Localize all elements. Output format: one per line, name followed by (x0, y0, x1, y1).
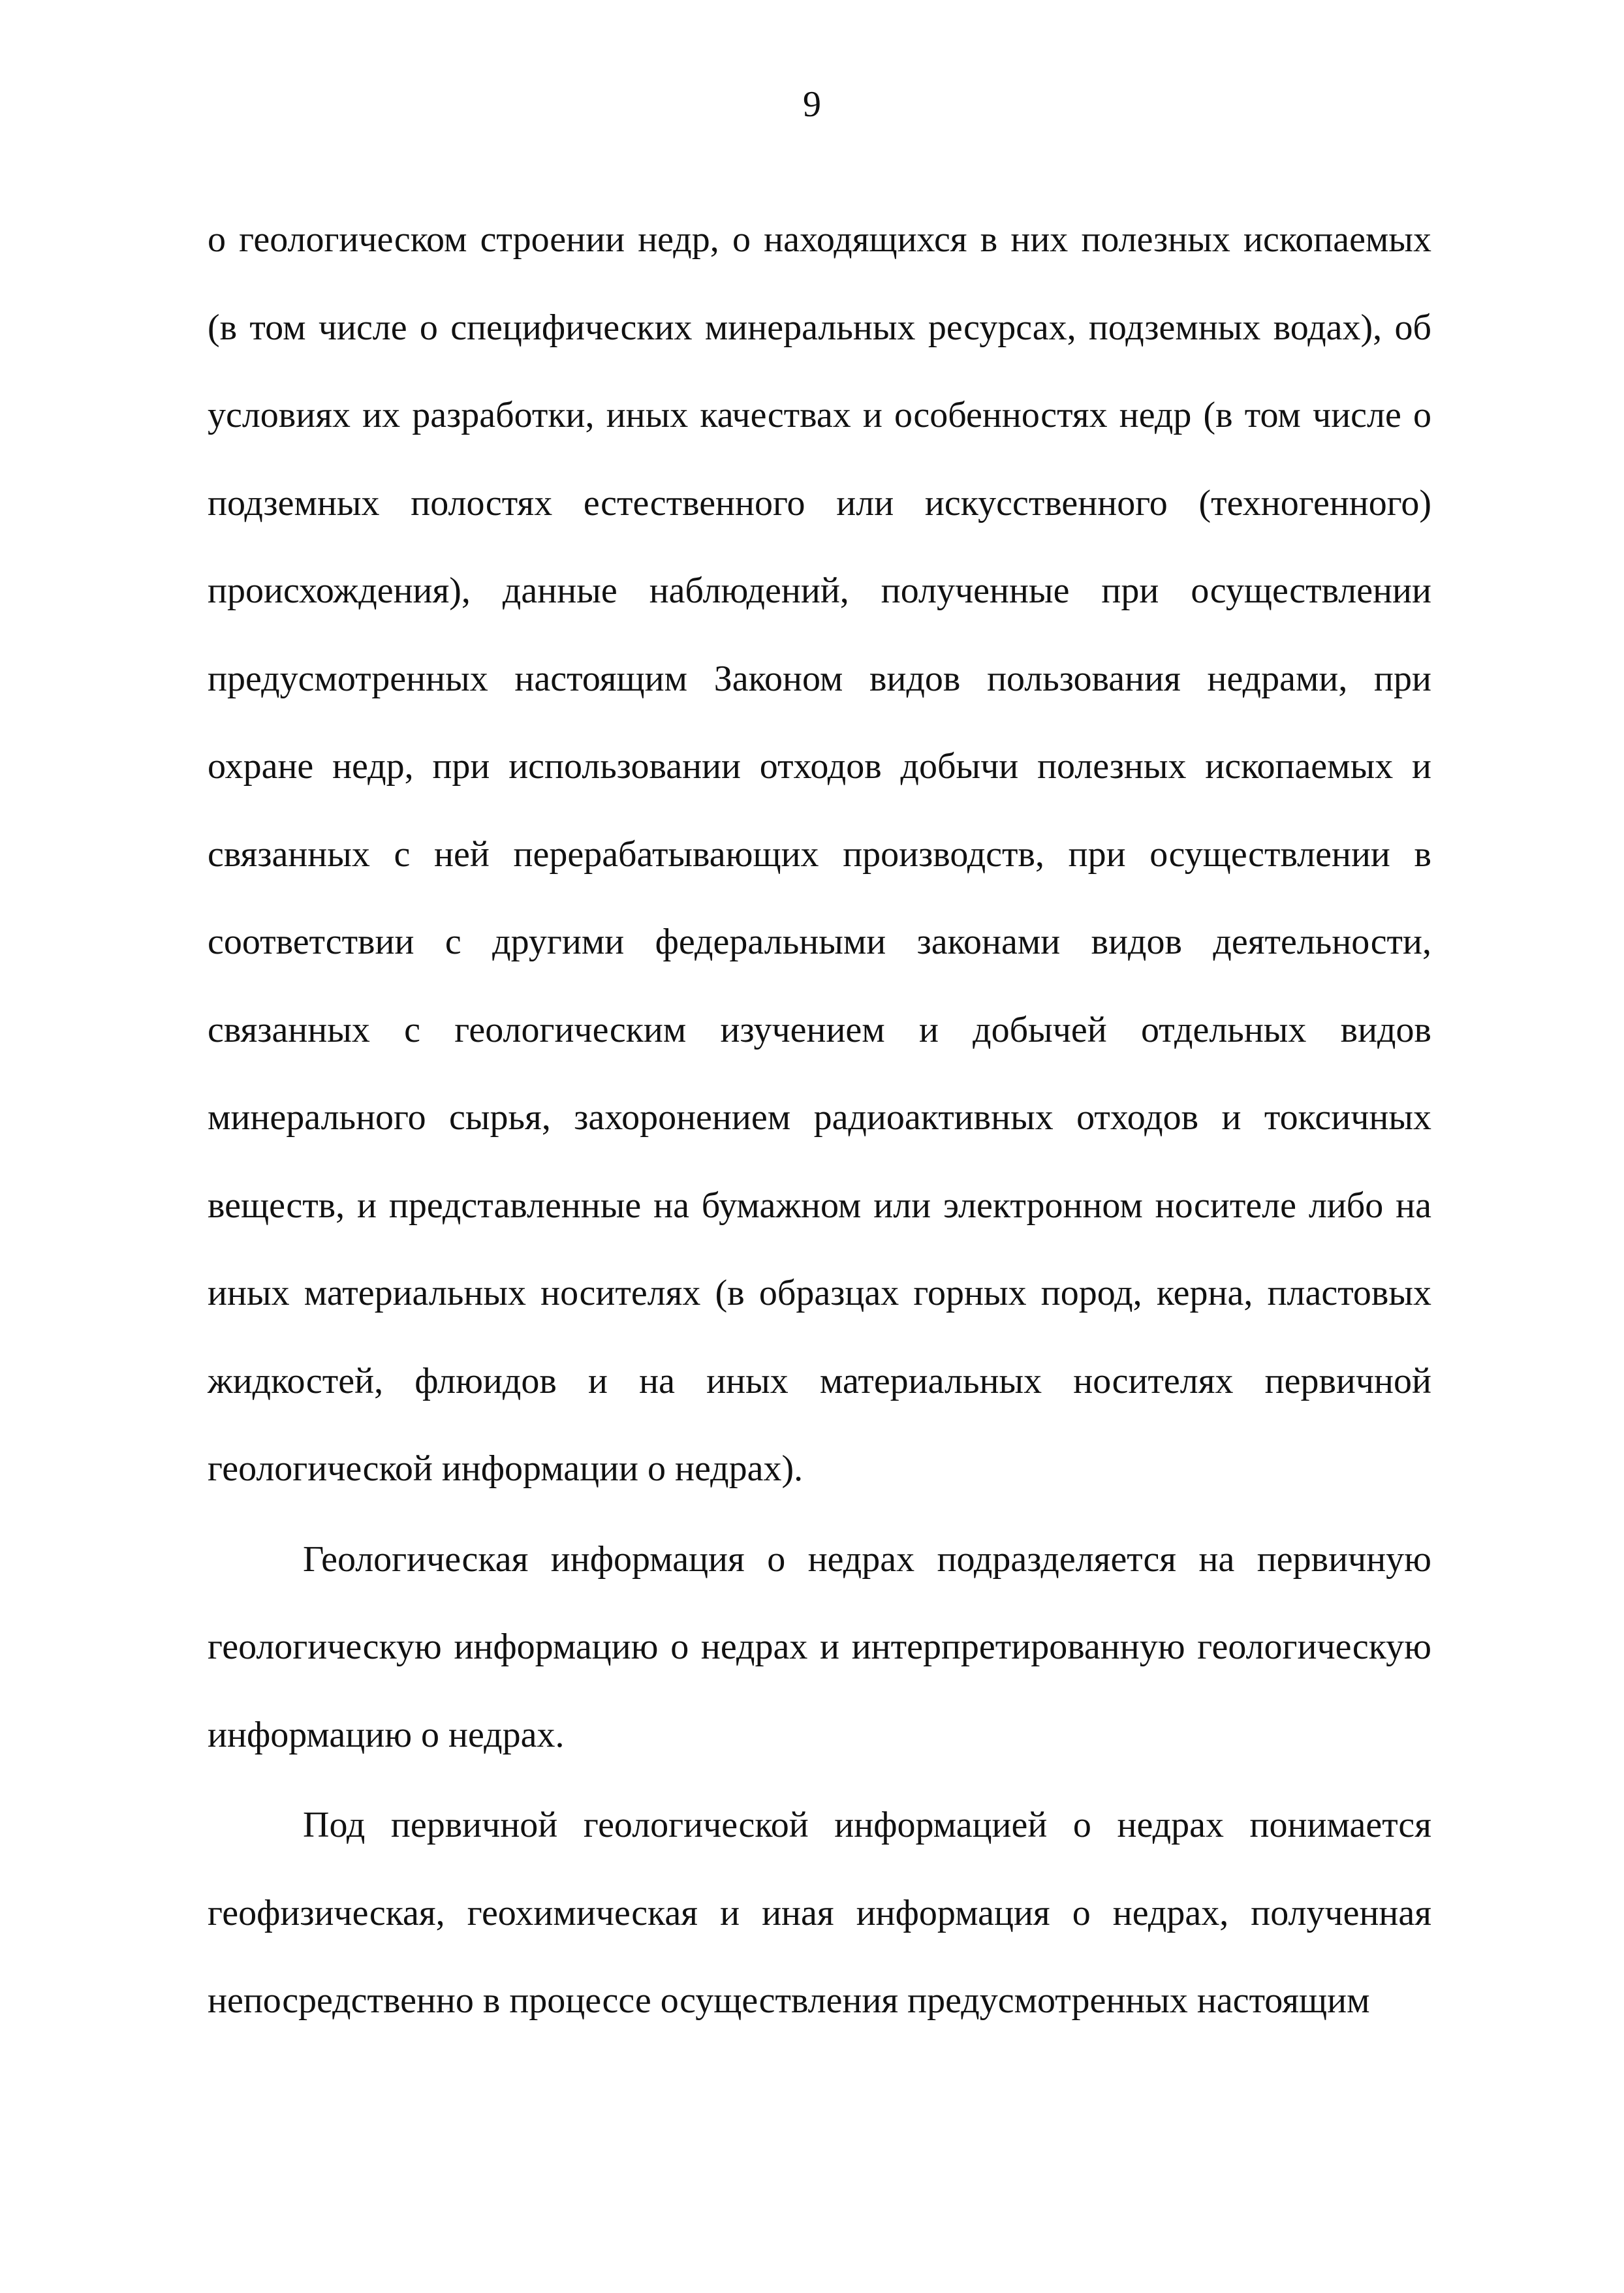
paragraph-primary-information-definition: Под первичной геологической информацией о недрах понимается геофизическая, геохимическая и иная информация о недрах, полученная непосредственно в процессе осуществления предусмотренных настоящим (208, 1805, 1431, 2021)
paragraph-information-division: Геологическая информация о недрах подразделяется на первичную геологическую информацию о недрах и интерпретированную геологическую информацию о недрах. (208, 1538, 1431, 1755)
paragraph-continuation: о геологическом строении недр, о находящихся в них полезных ископаемых (в том числе о специфических минеральных ресурсах, подземных водах), об условиях их разработки, иных качествах и особенностях недр (в том числе о подземных полостях естественного или искусственного (техногенного) происхождения), данные наблюдений, полученные при осуществлении предусмотренных настоящим Законом видов пользования недрами, при охране недр, при использовании отходов добычи полезных ископаемых и связанных с ней перерабатывающих производств, при осуществлении в соответствии с другими федеральными законами видов деятельности, связанных с геологическим изучением и добычей отдельных видов минерального сырья, захоронением радиоактивных отходов и токсичных веществ, и представленные на бумажном или электронном носителе либо на иных материальных носителях (в образцах горных пород, керна, пластовых жидкостей, флюидов и на иных материальных носителях первичной геологической информации о недрах). (208, 219, 1431, 1489)
page-number: 9 (803, 84, 821, 125)
document-body (208, 196, 1431, 2045)
